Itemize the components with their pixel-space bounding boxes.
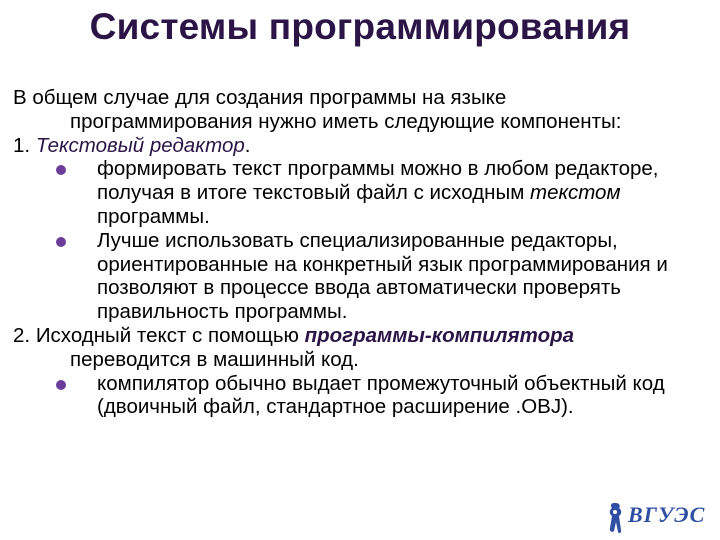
bullet-3-text: компилятор обычно выдает промежуточный объектный код (двоичный файл, стандартное расширение .OBJ). <box>97 371 665 419</box>
university-logo <box>606 500 706 536</box>
bullet-item-1 <box>13 157 673 228</box>
bullet-dot-icon <box>56 165 66 175</box>
item-1-after: . <box>244 133 251 157</box>
item-2-number: 2. <box>13 323 31 347</box>
bullet-dot-icon <box>56 237 66 247</box>
item-1-number: 1. <box>13 133 31 157</box>
item-2-before: Исходный текст с помощью <box>35 323 305 347</box>
bullet-dot-icon <box>56 380 66 390</box>
intro-paragraph: В общем случае для создания программы на языке программирования нужно иметь следующие компоненты: <box>13 86 622 133</box>
logo-text: ВГУЭС <box>628 502 706 527</box>
bullet-2-text: Лучше использовать специализированные редакторы, ориентированные на конкретный язык программирования и позволяют в процессе ввода автоматически проверять правильность программы. <box>97 228 668 324</box>
item-2-term: программы-компилятора <box>304 323 575 347</box>
logo-figure-icon <box>606 500 626 536</box>
slide-content <box>13 86 673 419</box>
bullet-1-italic: текстом <box>530 181 621 205</box>
list-item-1 <box>13 134 673 158</box>
item-2-after: переводится в машинный код. <box>70 347 359 371</box>
bullet-1-before: формировать текст программы можно в любом редакторе, получая в итоге текстовый файл с исходным <box>97 157 659 205</box>
list-item-2 <box>13 324 673 372</box>
bullet-item-2 <box>13 229 673 324</box>
bullet-1-after: программы. <box>97 204 210 228</box>
slide-title: Системы программирования <box>89 6 631 47</box>
item-1-term: Текстовый редактор <box>35 133 245 157</box>
bullet-item-3 <box>13 372 673 420</box>
